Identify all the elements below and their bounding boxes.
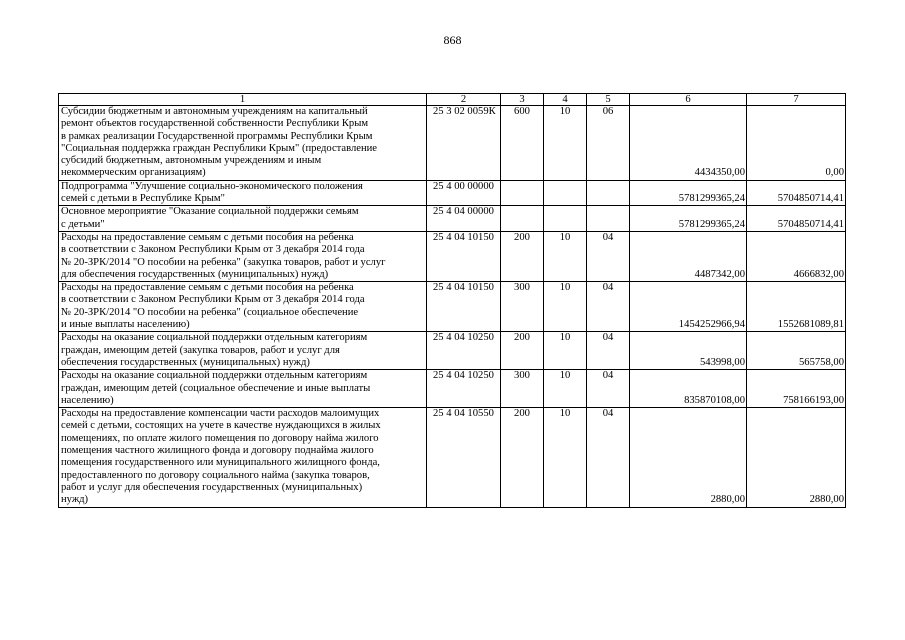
target-article-code: 25 4 04 10250 (427, 370, 501, 408)
section-code: 10 (544, 408, 587, 507)
description-line: помещения частного жилищного фонда и договору поднайма жилого (61, 445, 374, 457)
table-row (59, 282, 846, 332)
expense-type-code (501, 180, 544, 206)
column-number: 1 (59, 94, 427, 106)
description-line: Основное мероприятие "Оказание социальной поддержки семьям (61, 206, 359, 218)
amount-year-1: 4487342,00 (630, 231, 747, 281)
expense-description (59, 370, 427, 408)
subsection-code: 04 (587, 332, 630, 370)
expense-description (59, 206, 427, 232)
description-line: семей с детьми, состоящих на учете в качестве нуждающихся в жилых (61, 420, 381, 432)
budget-table (58, 93, 846, 508)
description-line: ремонт объектов государственной собственности Республики Крым (61, 118, 369, 130)
table-row (59, 231, 846, 281)
amount-year-1: 2880,00 (630, 408, 747, 507)
description-line: граждан, имеющим детей (социальное обеспечение и иные выплаты (61, 382, 371, 394)
description-line: предоставленного по договору социального найма (закупка товаров, (61, 469, 370, 481)
description-line: в рамках реализации Государственной программы Республики Крым (61, 130, 373, 142)
amount-year-1: 835870108,00 (630, 370, 747, 408)
expense-type-code: 600 (501, 106, 544, 181)
amount-year-2: 5704850714,41 (747, 180, 846, 206)
expense-type-code: 300 (501, 370, 544, 408)
amount-year-1: 4434350,00 (630, 106, 747, 181)
expense-description (59, 332, 427, 370)
target-article-code: 25 4 04 10550 (427, 408, 501, 507)
description-line: Субсидии бюджетным и автономным учреждениям на капитальный (61, 106, 368, 117)
description-line: семей с детьми в Республике Крым" (61, 193, 225, 205)
description-line: в соответствии с Законом Республики Крым от 3 декабря 2014 года (61, 244, 365, 256)
amount-year-1: 1454252966,94 (630, 282, 747, 332)
description-line: с детьми" (61, 218, 105, 230)
description-line: в соответствии с Законом Республики Крым от 3 декабря 2014 года (61, 294, 365, 306)
section-code: 10 (544, 332, 587, 370)
table-row (59, 408, 846, 507)
description-line: помещениях, по оплате жилого помещения по договору найма жилого (61, 432, 379, 444)
amount-year-2: 1552681089,81 (747, 282, 846, 332)
amount-year-1: 5781299365,24 (630, 206, 747, 232)
section-code: 10 (544, 231, 587, 281)
target-article-code: 25 4 04 10150 (427, 282, 501, 332)
expense-description (59, 231, 427, 281)
subsection-code (587, 180, 630, 206)
expense-type-code: 200 (501, 408, 544, 507)
description-line: для обеспечения государственных (муниципальных) нужд) (61, 268, 329, 280)
description-line: Расходы на оказание социальной поддержки отдельным категориям (61, 332, 368, 344)
description-line: и иные выплаты населению) (61, 319, 190, 331)
amount-year-1: 543998,00 (630, 332, 747, 370)
section-code: 10 (544, 370, 587, 408)
amount-year-2: 0,00 (747, 106, 846, 181)
expense-description (59, 282, 427, 332)
amount-year-2: 4666832,00 (747, 231, 846, 281)
expense-type-code: 200 (501, 231, 544, 281)
column-number: 4 (544, 94, 587, 106)
description-line: населению) (61, 394, 114, 406)
table-row (59, 332, 846, 370)
column-number: 3 (501, 94, 544, 106)
description-line: № 20-ЗРК/2014 "О пособии на ребенка" (закупка товаров, работ и услуг (61, 256, 386, 268)
column-number-row (59, 94, 846, 106)
section-code: 10 (544, 282, 587, 332)
column-number: 2 (427, 94, 501, 106)
description-line: помещения государственного или муниципального жилищного фонда, (61, 457, 380, 469)
expense-type-code: 200 (501, 332, 544, 370)
description-line: Подпрограмма "Улучшение социально-экономического положения (61, 180, 363, 192)
expense-type-code: 300 (501, 282, 544, 332)
expense-type-code (501, 206, 544, 232)
amount-year-2: 758166193,00 (747, 370, 846, 408)
section-code (544, 206, 587, 232)
section-code (544, 180, 587, 206)
amount-year-2: 2880,00 (747, 408, 846, 507)
description-line: № 20-ЗРК/2014 "О пособии на ребенка" (социальное обеспечение (61, 306, 359, 318)
target-article-code: 25 4 00 00000 (427, 180, 501, 206)
amount-year-2: 5704850714,41 (747, 206, 846, 232)
column-number: 6 (630, 94, 747, 106)
expense-description (59, 180, 427, 206)
table-row (59, 206, 846, 232)
target-article-code: 25 3 02 0059К (427, 106, 501, 181)
description-line: некоммерческим организациям) (61, 167, 206, 179)
target-article-code: 25 4 04 00000 (427, 206, 501, 232)
section-code: 10 (544, 106, 587, 181)
target-article-code: 25 4 04 10250 (427, 332, 501, 370)
target-article-code: 25 4 04 10150 (427, 231, 501, 281)
table-row (59, 370, 846, 408)
subsection-code: 06 (587, 106, 630, 181)
description-line: Расходы на оказание социальной поддержки отдельным категориям (61, 370, 368, 382)
amount-year-1: 5781299365,24 (630, 180, 747, 206)
column-number: 7 (747, 94, 846, 106)
description-line: "Социальная поддержка граждан Республики Крым" (предоставление (61, 142, 378, 154)
page-number: 868 (443, 33, 462, 47)
description-line: нужд) (61, 494, 89, 506)
table-row (59, 106, 846, 181)
table-row (59, 180, 846, 206)
expense-description (59, 106, 427, 181)
description-line: обеспечения государственных (муниципальных) нужд) (61, 356, 310, 368)
subsection-code: 04 (587, 282, 630, 332)
subsection-code (587, 206, 630, 232)
description-line: граждан, имеющим детей (закупка товаров, работ и услуг для (61, 344, 340, 356)
subsection-code: 04 (587, 408, 630, 507)
amount-year-2: 565758,00 (747, 332, 846, 370)
description-line: работ и услуг для обеспечения государственных (муниципальных) (61, 481, 363, 493)
description-line: субсидий бюджетным, автономным учреждениям и иным (61, 155, 322, 167)
subsection-code: 04 (587, 370, 630, 408)
expense-description (59, 408, 427, 507)
subsection-code: 04 (587, 231, 630, 281)
column-number: 5 (587, 94, 630, 106)
description-line: Расходы на предоставление компенсации части расходов малоимущих (61, 408, 380, 420)
description-line: Расходы на предоставление семьям с детьми пособия на ребенка (61, 282, 354, 294)
description-line: Расходы на предоставление семьям с детьми пособия на ребенка (61, 231, 354, 243)
